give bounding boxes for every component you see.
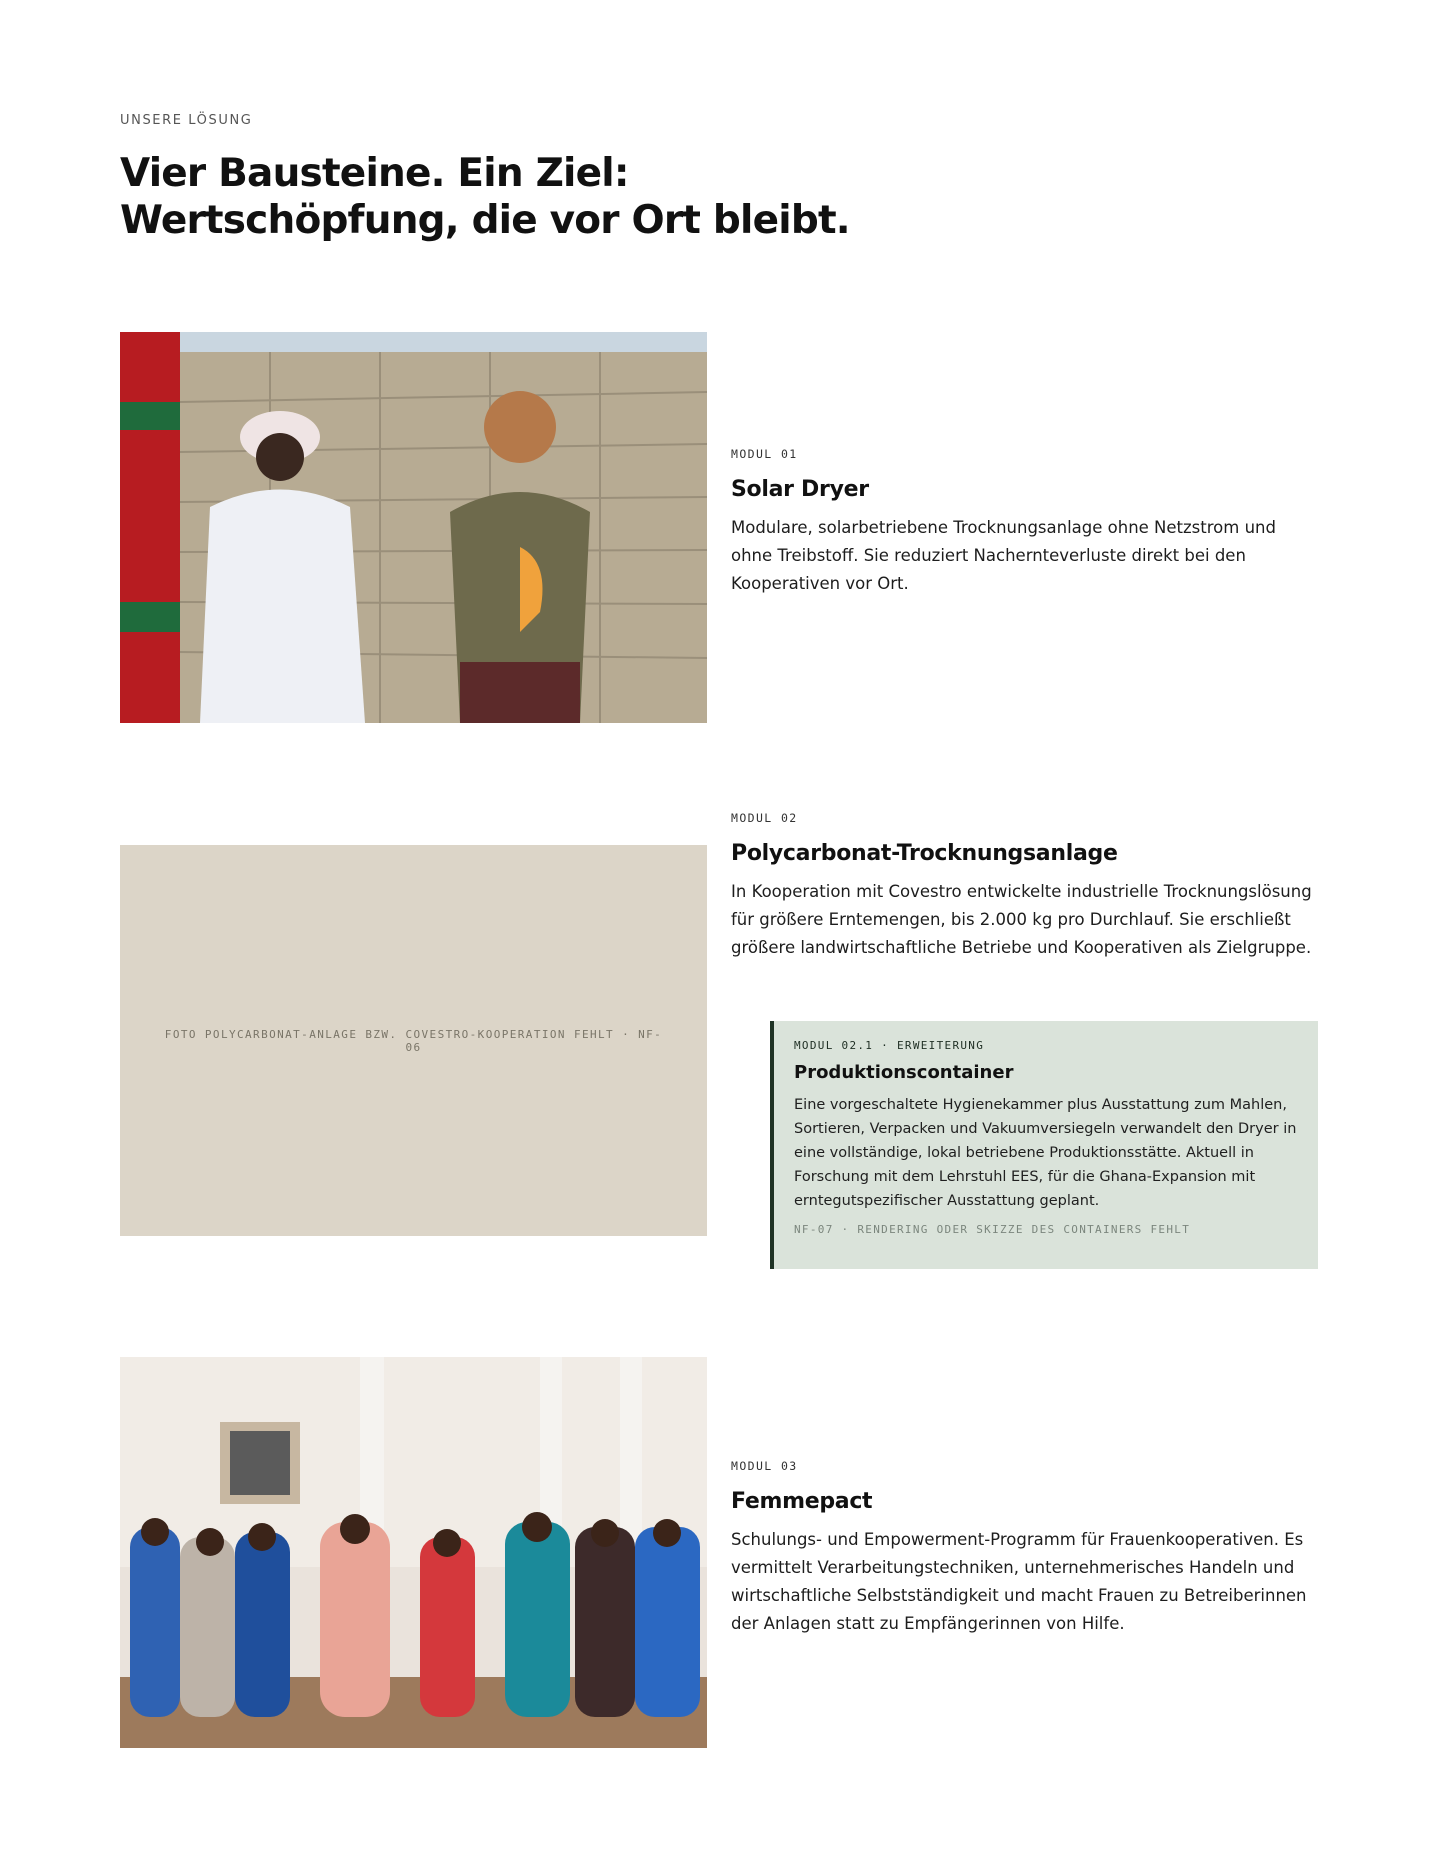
extension-description: Eine vorgeschaltete Hygienekammer plus Ausstattung zum Mahlen, Sortieren, Verpacken und Vakuumversiegeln verwandelt den Dryer in eine vollständige, lokal betriebene Produktionsstätte. Aktuell in Forschung mit dem Lehrstuhl EES, für die Ghana-Expansion mit erntegutspezifischer Ausstattung geplant. <box>794 1097 1297 1209</box>
section-headline: Vier Bausteine. Ein Ziel: Wertschöpfung, die vor Ort bleibt. <box>120 151 850 243</box>
extension-title: Produktionscontainer <box>794 1062 1014 1083</box>
extension-missing-note: NF-07 · RENDERING ODER SKIZZE DES CONTAINERS FEHLT <box>794 1223 1191 1236</box>
section-eyebrow: UNSERE LÖSUNG <box>120 113 253 128</box>
module-polycarbonat <box>731 811 1321 962</box>
polycarbonat-photo-placeholder <box>120 845 707 1236</box>
module-label: MODUL 03 <box>731 1459 798 1473</box>
extension-label: MODUL 02.1 · ERWEITERUNG <box>794 1039 985 1052</box>
module-description: Modulare, solarbetriebene Trocknungsanlage ohne Netzstrom und ohne Treibstoff. Sie reduziert Nachernteverluste direkt bei den Kooperativen vor Ort. <box>731 518 1276 593</box>
module-label: MODUL 01 <box>731 447 798 461</box>
module-label: MODUL 02 <box>731 811 798 825</box>
module-femmepact <box>731 1459 1321 1638</box>
femmepact-photo <box>120 1357 707 1748</box>
module-solar-dryer <box>731 447 1321 598</box>
module-title: Solar Dryer <box>731 477 869 502</box>
module-title: Polycarbonat-Trocknungsanlage <box>731 841 1118 866</box>
solar-dryer-photo <box>120 332 707 723</box>
module-description: Schulungs- und Empowerment-Programm für Frauenkooperativen. Es vermittelt Verarbeitungstechniken, unternehmerisches Handeln und wirtschaftliche Selbstständigkeit und macht Frauen zu Betreiberinnen der Anlagen statt zu Empfängerinnen von Hilfe. <box>731 1530 1307 1633</box>
module-title: Femmepact <box>731 1489 873 1514</box>
extension-card-produktionscontainer <box>770 1021 1318 1269</box>
module-description: In Kooperation mit Covestro entwickelte industrielle Trocknungslösung für größere Erntemengen, bis 2.000 kg pro Durchlauf. Sie erschließt größere landwirtschaftliche Betriebe und Kooperativen als Zielgruppe. <box>731 882 1312 957</box>
placeholder-caption: FOTO POLYCARBONAT-ANLAGE BZW. COVESTRO-KOOPERATION FEHLT · NF-06 <box>164 1027 663 1054</box>
